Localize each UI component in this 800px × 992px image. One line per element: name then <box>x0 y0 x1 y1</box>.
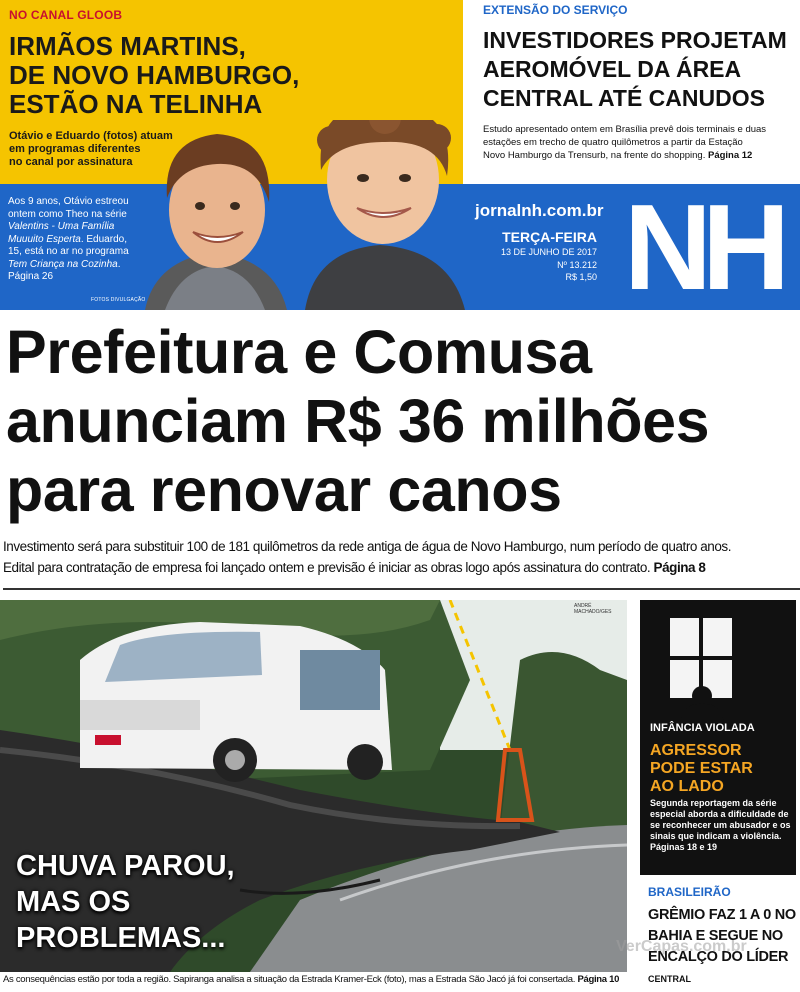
headline-line: Prefeitura e Comusa <box>6 318 592 386</box>
brasileirao-kicker: BRASILEIRÃO <box>648 885 731 899</box>
caption-text: As consequências estão por toda a região. Sapiranga analisa a situação da Estrada Kramer-Eck (foto), mas a Estrada São Jacó já foi consertada. <box>3 974 576 985</box>
infancia-description <box>650 798 792 853</box>
infancia-story-box[interactable] <box>640 600 796 875</box>
top-right-desc-line: Estudo apresentado ontem em Brasília prevê dois terminais e duas <box>483 124 767 135</box>
infancia-desc-line: especial aborda a dificuldade de <box>650 809 789 819</box>
blurb-line: Muuuito Esperta <box>8 233 81 245</box>
van-shape <box>80 622 392 782</box>
infancia-title-line: AO LADO <box>650 778 724 795</box>
caption-page-ref[interactable]: Página 10 <box>577 974 620 985</box>
top-right-kicker: EXTENSÃO DO SERVIÇO <box>483 3 628 17</box>
blurb-page-ref[interactable]: Página 26 <box>8 271 54 282</box>
window-silhouette-illustration <box>640 610 796 722</box>
photo-title[interactable] <box>16 848 336 956</box>
site-url-link[interactable]: jornalnh.com.br <box>475 201 604 220</box>
promo-title[interactable] <box>9 32 349 119</box>
promo-title-line: DE NOVO HAMBURGO, <box>9 60 300 90</box>
blurb-line: Valentins - Uma Família <box>8 221 115 232</box>
headline-line: anunciam R$ 36 milhões <box>6 387 710 455</box>
top-right-title-line: INVESTIDORES PROJETAM <box>483 27 787 53</box>
promo-desc-line: em programas diferentes <box>9 143 141 155</box>
brasileirao-section: CENTRAL <box>648 974 691 984</box>
photo-title-line: MAS OS <box>16 886 131 918</box>
infancia-desc-line: se reconhecer um abusador e os <box>650 820 791 830</box>
kids-photo-illustration <box>145 120 475 310</box>
photo-title-line: PROBLEMAS... <box>16 922 226 954</box>
edition-number: Nº 13.212 <box>557 259 597 270</box>
issue-price: R$ 1,50 <box>565 272 597 282</box>
section-divider <box>3 588 800 590</box>
top-right-desc-line: Novo Hamburgo da Trensurb, na frente do shopping. <box>483 150 706 161</box>
infancia-kicker: INFÂNCIA VIOLADA <box>650 722 755 734</box>
photo-credit: ANDRÉ MACHADO/GES <box>574 603 612 615</box>
promo-title-line: IRMÃOS MARTINS, <box>9 31 246 61</box>
brasileirao-title-line: ENCALÇO DO LÍDER <box>648 949 789 965</box>
promo-kicker: NO CANAL GLOOB <box>9 8 123 22</box>
main-headline[interactable] <box>6 318 800 525</box>
photo-caption <box>3 974 643 986</box>
masthead-blurb <box>8 196 158 284</box>
headline-line: para renovar canos <box>6 456 562 524</box>
photo-title-line: CHUVA PAROU, <box>16 850 235 882</box>
headline-subhead <box>3 536 800 578</box>
blurb-line: ontem como Theo na série <box>8 208 127 220</box>
road-photo[interactable] <box>0 600 627 972</box>
infancia-page-ref[interactable]: Páginas 18 e 19 <box>650 842 718 852</box>
top-right-title-line: CENTRAL ATÉ CANUDOS <box>483 85 765 111</box>
photo-credit: FOTOS DIVULGAÇÃO <box>91 297 146 303</box>
top-right-description <box>483 123 795 162</box>
watermark: VerCapas.com.br <box>616 938 747 955</box>
top-right-page-ref[interactable]: Página 12 <box>707 150 753 161</box>
blurb-line: . <box>117 258 121 270</box>
brasileirao-title[interactable] <box>648 905 800 968</box>
top-right-story[interactable] <box>463 0 800 184</box>
infancia-title[interactable] <box>650 742 790 796</box>
blurb-line: Aos 9 anos, Otávio estreou <box>8 196 129 207</box>
top-right-desc-line: estações em trecho de quatro quilômetros a partir da Estação <box>483 137 743 148</box>
infancia-title-line: AGRESSOR <box>650 742 742 759</box>
blurb-line: Tem Criança na Cozinha <box>8 258 118 270</box>
subhead-line: Investimento será para substituir 100 de 181 quilômetros da rede antiga de água de Novo Hamburgo, num período de quatro anos. <box>3 539 731 554</box>
issue-date: 13 DE JUNHO DE 2017 <box>500 247 597 257</box>
boy-left-figure <box>145 134 287 310</box>
headline-page-ref[interactable]: Página 8 <box>653 560 706 575</box>
brasileirao-title-line: GRÊMIO FAZ 1 A 0 NO <box>648 907 796 923</box>
nh-logo[interactable]: NH <box>623 184 781 310</box>
brasileirao-title-line: BAHIA E SEGUE NO <box>648 928 783 944</box>
promo-title-line: ESTÃO NA TELINHA <box>9 89 263 119</box>
subhead-line: Edital para contratação de empresa foi lançado ontem e previsão é iniciar as obras logo após assinatura do contrato. <box>3 560 651 575</box>
promo-desc-line: Otávio e Eduardo (fotos) atuam <box>9 130 173 142</box>
infancia-desc-line: sinais que indicam a violência. <box>650 831 782 841</box>
weekday: TERÇA-FEIRA <box>502 229 597 245</box>
infancia-desc-line: Segunda reportagem da série <box>650 798 777 808</box>
promo-desc-line: no canal por assinatura <box>9 156 133 168</box>
infancia-title-line: PODE ESTAR <box>650 760 753 777</box>
blurb-line: . Eduardo, <box>80 233 127 245</box>
top-right-title-line: AEROMÓVEL DA ÁREA <box>483 56 742 82</box>
blurb-line: 15, está no ar no programa <box>8 246 129 257</box>
boy-right-figure <box>305 120 465 310</box>
top-right-title[interactable] <box>483 26 798 113</box>
date-block <box>495 229 597 284</box>
